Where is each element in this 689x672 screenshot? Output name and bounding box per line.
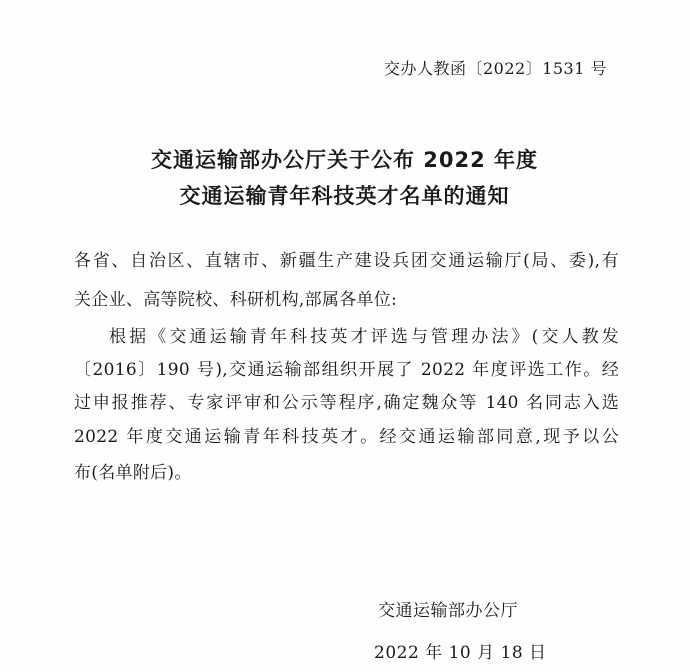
addressee-line-2: 关企业、高等院校、科研机构,部属各单位: [74,290,398,310]
issuer-signature: 交通运输部办公厅 [378,601,518,621]
body-line-2: 〔2016〕190 号),交通运输部组织开展了 2022 年度评选工作。经 [74,360,619,380]
title-line-1: 交通运输部办公厅关于公布 2022 年度 [150,148,539,172]
body-line-3: 过申报推荐、专家评审和公示等程序,确定魏众等 140 名同志入选 [74,393,619,413]
issue-date: 2022 年 10 月 18 日 [374,643,547,663]
addressee-line-1: 各省、自治区、直辖市、新疆生产建设兵团交通运输厅(局、委),有 [74,251,619,271]
body-line-5: 布(名单附后)。 [74,463,192,483]
body-line-1: 根据《交通运输青年科技英才评选与管理办法》(交人教发 [109,327,619,347]
title-line-2: 交通运输青年科技英才名单的通知 [179,184,510,208]
body-line-4: 2022 年度交通运输青年科技英才。经交通运输部同意,现予以公 [74,427,619,447]
document-number: 交办人教函〔2022〕1531 号 [383,59,607,78]
